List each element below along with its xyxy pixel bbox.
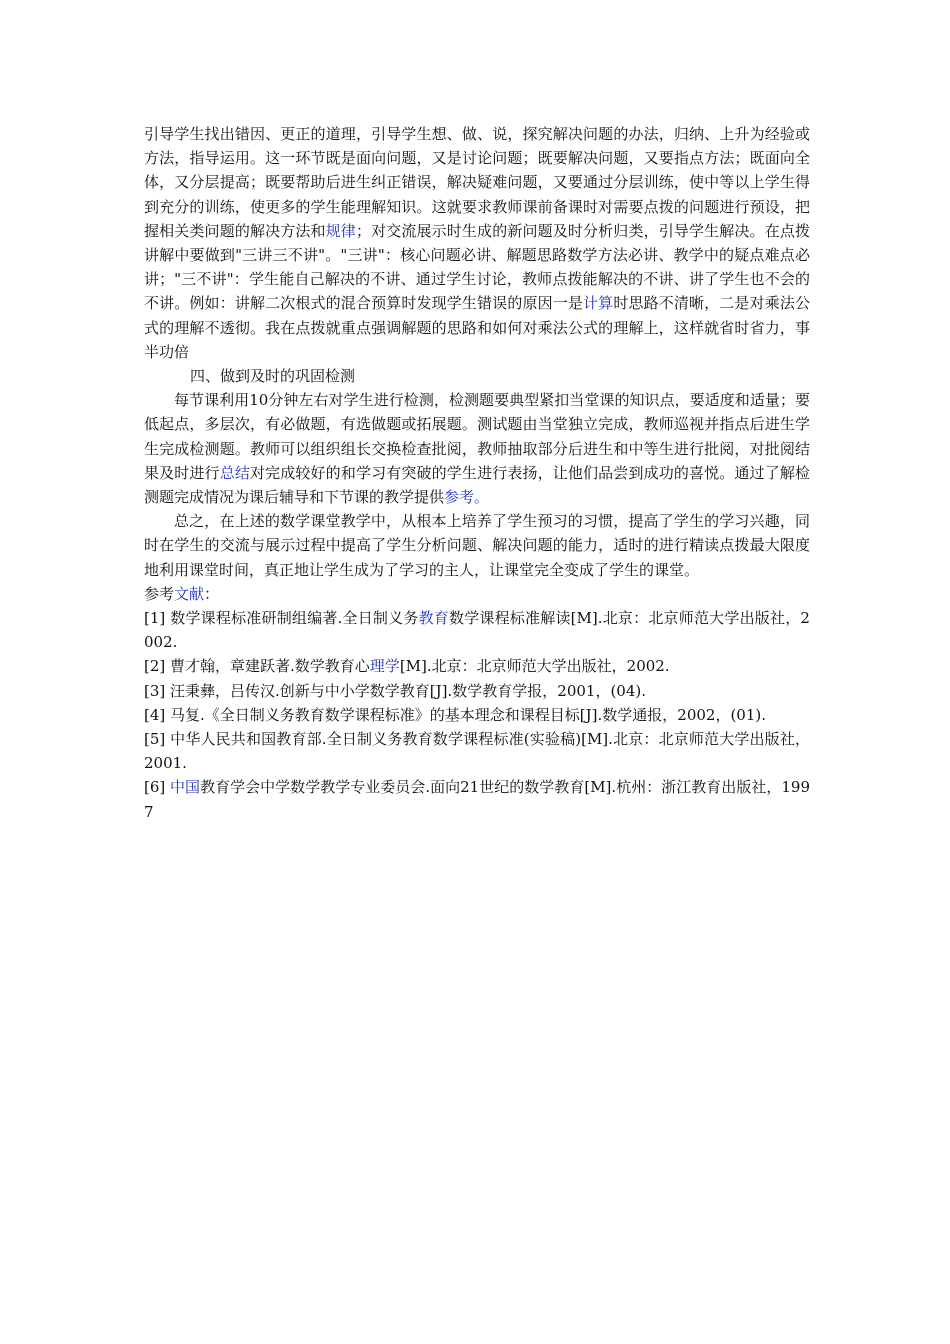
paragraph-dialing-guidance <box>144 122 810 364</box>
reference-item-5: [5] 中华人民共和国教育部.全日制义务教育数学课程标准(实验稿)[M].北京：北京师范大学出版社，2001. <box>144 730 810 773</box>
reference-text: [2] 曹才翰，章建跃著.数学教育心 <box>144 657 370 676</box>
link-rules[interactable]: 规律 <box>325 221 356 240</box>
paragraph-testing <box>144 388 810 509</box>
reference-item-6 <box>144 775 810 823</box>
paragraph-text: ；对交流展示时生成的新问题及时分析归类，引导学生解决。在点拨讲解中要做到"三讲三不讲"。"三讲"：核心问题必讲、解题思路数学方法必讲、教学中的疑点难点必讲；"三不讲"：学生能自己解决的不讲、通过学生讨论，教师点拨能解决的不讲、讲了学生也不会的不讲。例如：讲解二次根式的混合预算时发现学生错误的原因一是 <box>144 221 810 313</box>
paragraph-text: 每节课利用10分钟左右对学生进行检测，检测题要典型紧扣当堂课的知识点，要适度和适量；要低起点，多层次，有必做题，有选做题或拓展题。测试题由当堂独立完成，教师巡视并指点后进生学生完成检测题。教师可以组织组长交换检查批阅，教师抽取部分后进生和中等生进行批阅，对批阅结果及时进行 <box>144 391 810 482</box>
reference-text: [1] 数学课程标准研制组编著.全日制义务 <box>144 609 419 628</box>
reference-text: 数学课程标准解读[M].北京：北京师范大学出版社，2002. <box>144 609 810 652</box>
paragraph-conclusion: 总之，在上述的数学课堂教学中，从根本上培养了学生预习的习惯，提高了学生的学习兴趣，同时在学生的交流与展示过程中提高了学生分析问题、解决问题的能力，适时的进行精读点拨最大限度地利用课堂时间，真正地让学生成为了学习的主人，让课堂完全变成了学生的课堂。 <box>144 512 810 579</box>
reference-text: [6] <box>144 778 171 797</box>
link-literature[interactable]: 文献 <box>174 584 205 603</box>
section-heading-4: 四、做到及时的巩固检测 <box>190 367 356 386</box>
link-china[interactable]: 中国 <box>170 778 201 797</box>
link-education[interactable]: 教育 <box>418 609 449 628</box>
reference-item-3: [3] 汪秉彝，吕传汉.创新与中小学数学教育[J].数学教育学报，2001，(04). <box>144 681 647 700</box>
references-heading <box>144 582 810 606</box>
link-psychology[interactable]: 理学 <box>369 657 400 676</box>
link-reference[interactable]: 参考。 <box>444 488 490 507</box>
reference-text: [M].北京：北京师范大学出版社，2002. <box>399 657 670 676</box>
paragraph-text: 时思路不清晰，二是对乘法公式的理解不透彻。我在点拨就重点强调解题的思路和如何对乘法公式的理解上，这样就省时省力，事半功倍 <box>144 294 810 361</box>
paragraph-text: 引导学生找出错因、更正的道理，引导学生想、做、说，探究解决问题的办法，归纳、上升为经验或方法，指导运用。这一环节既是面向问题，又是讨论问题；既要解决问题，又要指点方法；既面向全体，又分层提高；既要帮助后进生纠正错误，解决疑难问题，又要通过分层训练，使中等以上学生得到充分的训练，使更多的学生能理解知识。这就要求教师课前备课时对需要点拨的问题进行预设，把握相关类问题的解决方法和 <box>144 125 810 240</box>
paragraph-text: 对完成较好的和学习有突破的学生进行表扬，让他们品尝到成功的喜悦。通过了解检测题完成情况为课后辅导和下节课的教学提供 <box>144 463 810 507</box>
references-heading-colon: ： <box>204 584 220 603</box>
reference-item-4: [4] 马复.《全日制义务教育数学课程标准》的基本理念和课程目标[J].数学通报，2002，(01). <box>144 705 767 724</box>
references-heading-text: 参考 <box>144 584 175 603</box>
reference-item-1 <box>144 606 810 654</box>
link-calculation[interactable]: 计算 <box>583 294 614 313</box>
link-summary[interactable]: 总结 <box>219 463 250 482</box>
reference-text: 教育学会中学数学教学专业委员会.面向21世纪的数学教育[M].杭州：浙江教育出版社，1997 <box>144 778 810 821</box>
document-page <box>144 122 810 824</box>
reference-item-2 <box>144 654 810 678</box>
